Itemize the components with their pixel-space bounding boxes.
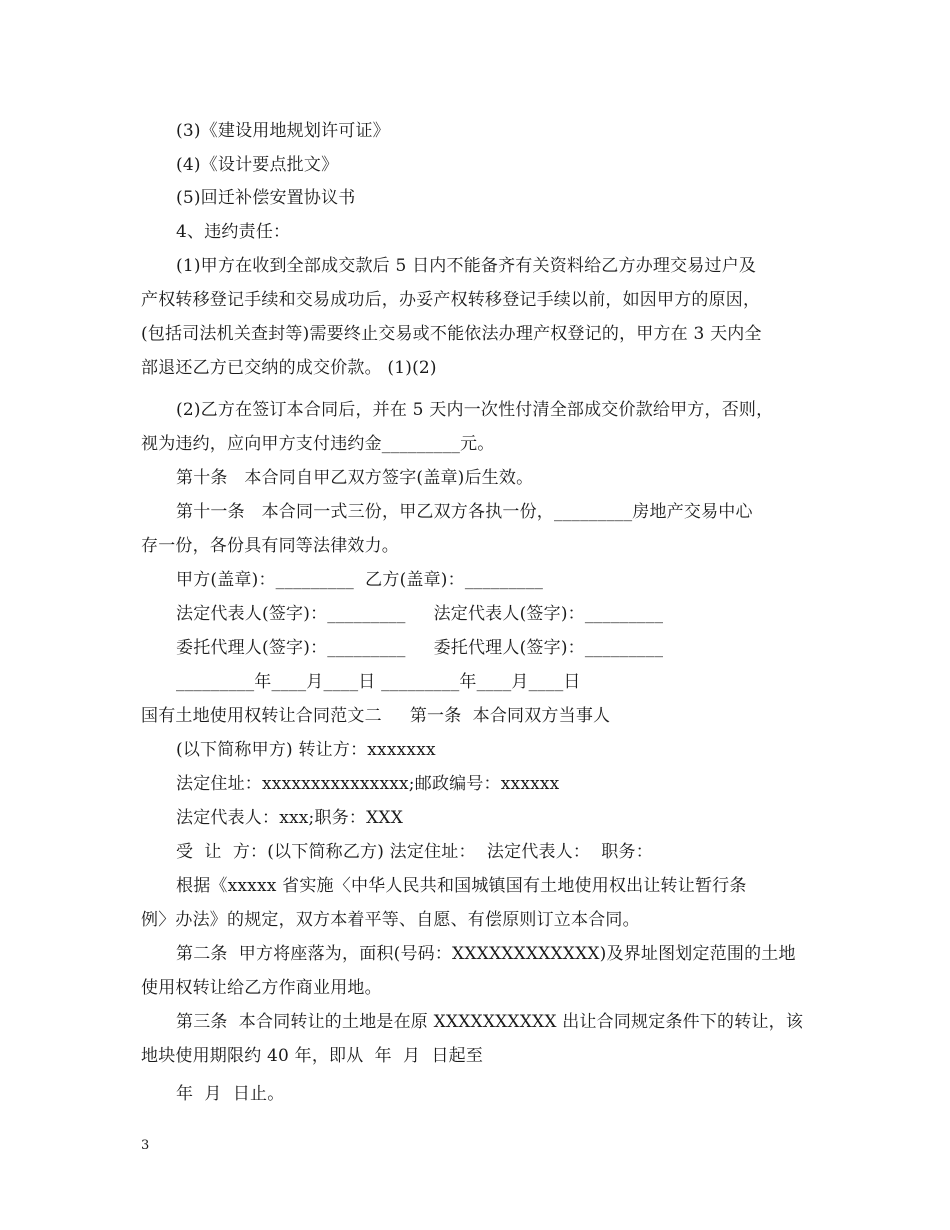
article-3: 第三条 本合同转让的土地是在原 XXXXXXXXXX 出让合同规定条件下的转让，该	[176, 1012, 804, 1032]
paragraph-line: (1)甲方在收到全部成交款后 5 日内不能备齐有关资料给乙方办理交易过户及	[176, 256, 757, 276]
article-2: 第二条 甲方将座落为，面积(号码：XXXXXXXXXXXX)及界址图划定范围的土地	[176, 944, 796, 964]
paragraph-line: 部退还乙方已交纳的成交价款。 (1)(2)	[141, 358, 437, 378]
paragraph-line: 地块使用期限约 40 年，即从 年 月 日起至	[141, 1046, 484, 1066]
paragraph-line: 存一份，各份具有同等法律效力。	[141, 536, 399, 556]
signature-party-line: 甲方(盖章)：_________ 乙方(盖章)：_________	[176, 570, 544, 590]
paragraph-line: 例〉办法》的规定，双方本着平等、自愿、有偿原则订立本合同。	[141, 910, 640, 930]
sample-title-line: 国有土地使用权转让合同范文二 第一条 本合同双方当事人	[141, 706, 611, 726]
paragraph-line: (包括司法机关查封等)需要终止交易或不能依法办理产权登记的，甲方在 3 天内全	[141, 324, 762, 344]
paragraph-line: (2)乙方在签订本合同后，并在 5 天内一次性付清全部成交价款给甲方，否则，	[176, 400, 774, 420]
article-11: 第十一条 本合同一式三份，甲乙双方各执一份，_________房地产交易中心	[176, 502, 753, 522]
paragraph-line: 受 让 方：(以下简称乙方) 法定住址： 法定代表人： 职务：	[176, 842, 653, 862]
page-number: 3	[141, 1138, 150, 1153]
signature-agent-line: 委托代理人(签字)：_________ 委托代理人(签字)：_________	[176, 638, 664, 658]
list-item-3-planning-permit: (3)《建设用地规划许可证》	[176, 121, 390, 141]
article-10: 第十条 本合同自甲乙双方签字(盖章)后生效。	[176, 468, 534, 488]
paragraph-line: 法定住址：xxxxxxxxxxxxxxx;邮政编号：xxxxxx	[176, 774, 560, 794]
paragraph-line: 产权转移登记手续和交易成功后，办妥产权转移登记手续以前，如因甲方的原因，	[141, 290, 761, 310]
paragraph-line: 视为违约，应向甲方支付违约金_________元。	[141, 434, 495, 454]
signature-date-line: _________年____月____日 _________年____月____日	[176, 672, 581, 692]
paragraph-line: 法定代表人：xxx;职务：XXX	[176, 808, 403, 828]
list-item-4-design-approval: (4)《设计要点批文》	[176, 155, 339, 175]
section-heading-breach: 4、违约责任：	[176, 222, 291, 242]
list-item-5-relocation-agreement: (5)回迁补偿安置协议书	[176, 188, 356, 208]
paragraph-line: 根据《xxxxx 省实施〈中华人民共和国城镇国有土地使用权出让转让暂行条	[176, 876, 747, 896]
paragraph-line: (以下简称甲方) 转让方：xxxxxxx	[176, 740, 436, 760]
signature-representative-line: 法定代表人(签字)：_________ 法定代表人(签字)：_________	[176, 604, 664, 624]
paragraph-line: 年 月 日止。	[176, 1084, 285, 1104]
paragraph-line: 使用权转让给乙方作商业用地。	[141, 978, 382, 998]
